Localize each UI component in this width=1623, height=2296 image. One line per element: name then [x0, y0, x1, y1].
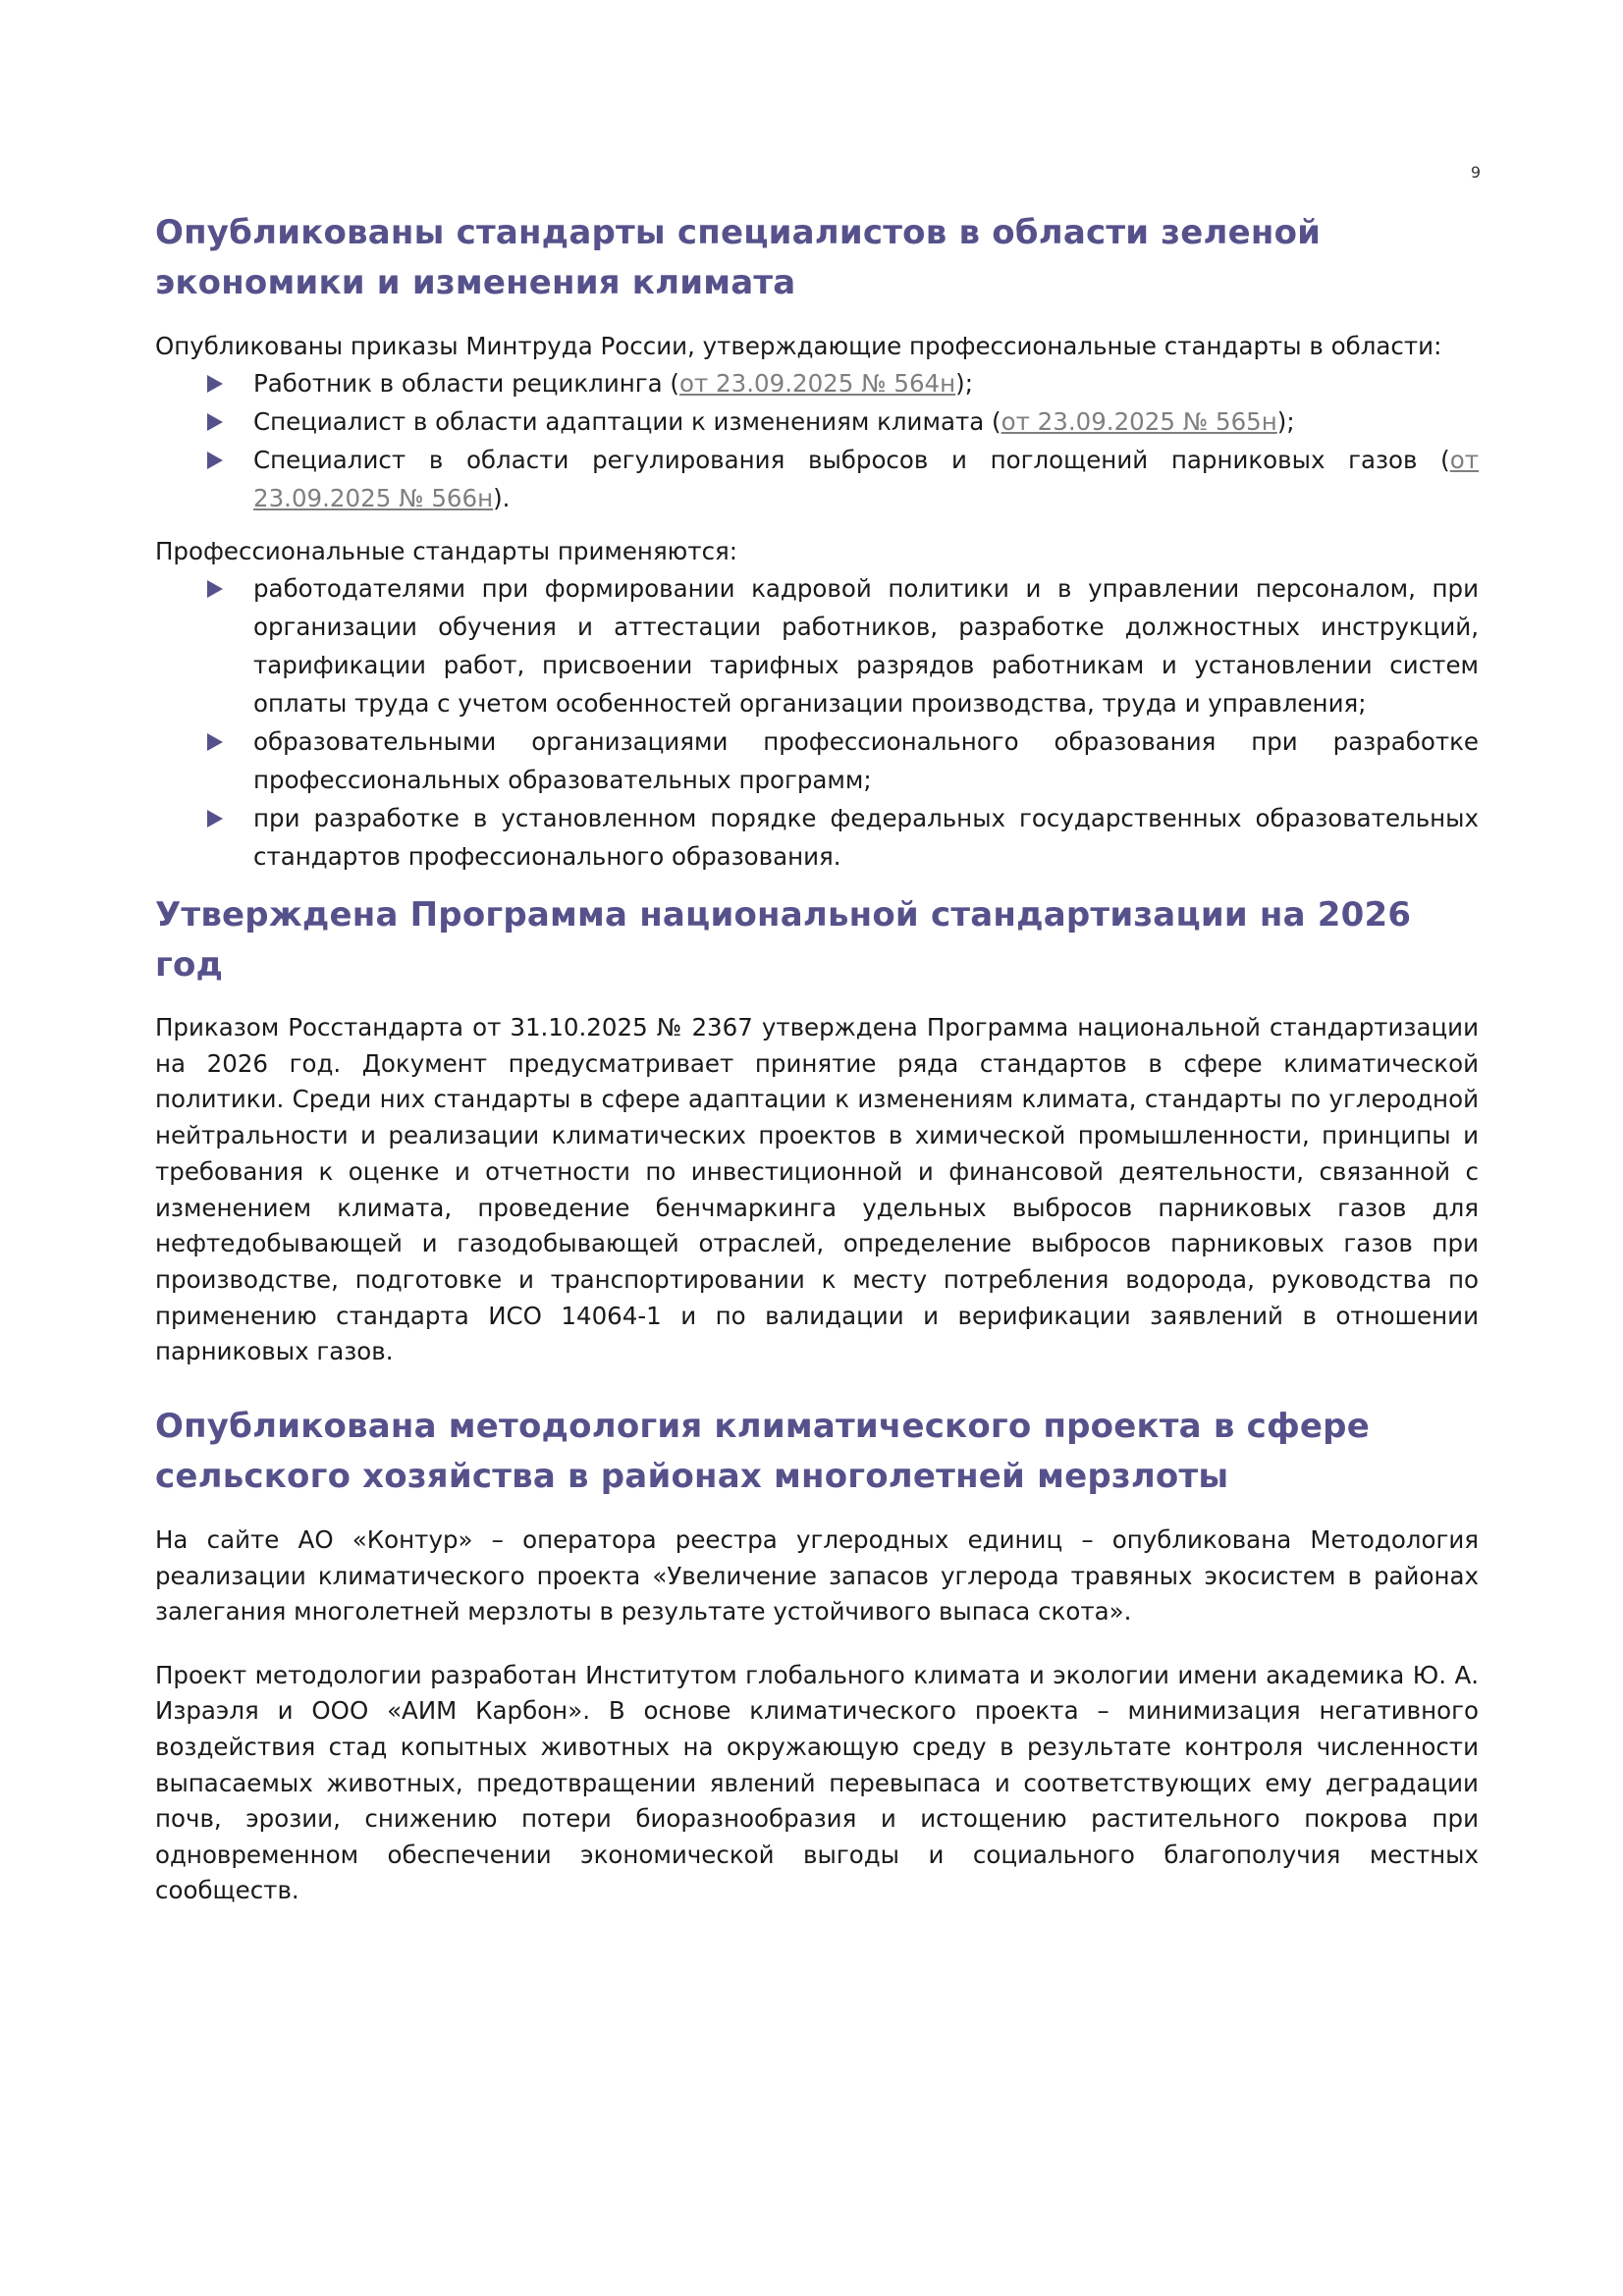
triangle-right-icon [207, 375, 223, 393]
section-title-permafrost-methodology: Опубликована методология климатического проекта в сфере сельского хозяйства в районах многолетней мерзлоты [155, 1407, 1370, 1497]
triangle-right-icon [207, 452, 223, 469]
list-item [253, 441, 1479, 517]
list-item-text: образовательными организациями профессионального образования при разработке профессиональных образовательных программ; [253, 727, 1479, 794]
list-item-tail: ). [493, 484, 511, 512]
order-link-566n[interactable]: от 23.09.2025 № 566н [253, 446, 1479, 512]
standards-list [155, 364, 1479, 517]
list-item-tail: ); [1276, 407, 1295, 436]
list-item [253, 799, 1479, 876]
list-item-text: Работник в области рециклинга ( [253, 369, 679, 398]
order-link-565n[interactable]: от 23.09.2025 № 565н [1001, 407, 1277, 436]
list-item [253, 569, 1479, 722]
page-number: 9 [1470, 163, 1481, 182]
section-paragraph: Приказом Росстандарта от 31.10.2025 № 2367 утверждена Программа национальной стандартизации на 2026 год. Документ предусматривает принятие ряда стандартов в сфере климатической политики. Среди них стандарты в сфере адаптации к изменениям климата, стандарты по углеродной нейтральности и реализации климатических проектов в химической промышленности, принципы и требования к оценке и отчетности по инвестиционной и финансовой деятельности, связанной с изменением климата, проведение бенчмаркинга удельных выбросов парниковых газов для нефтедобывающей и газодобывающей отраслей, определение выбросов парниковых газов при производстве, подготовке и транспортировании к месту потребления водорода, руководства по применению стандарта ИСО 14064-1 и по валидации и верификации заявлений в отношении парниковых газов. [155, 1013, 1479, 1366]
list-item-text: работодателями при формировании кадровой политики и в управлении персоналом, при организации обучения и аттестации работников, разработке должностных инструкций, тарификации работ, присвоении тарифных разрядов работникам и установлении систем оплаты труда с учетом особенностей организации производства, труда и управления; [253, 574, 1479, 718]
order-link-564n[interactable]: от 23.09.2025 № 564н [679, 369, 956, 398]
triangle-right-icon [207, 413, 223, 431]
section-paragraph: Проект методологии разработан Институтом глобального климата и экологии имени академика Ю. А. Израэля и ООО «АИМ Карбон». В основе климатического проекта – минимизация негативного воздействия стад копытных животных на окружающую среду в результате контроля численности выпасаемых животных, предотвращении явлений перевыпаса и соответствующих ему деградации почв, эрозии, снижению потери биоразнообразия и истощению растительного покрова при одновременном обеспечении экономической выгоды и социального благополучия местных сообществ. [155, 1660, 1479, 1905]
list-item-text: Специалист в области регулирования выбросов и поглощений парниковых газов ( [253, 446, 1450, 474]
list-item [253, 402, 1479, 441]
applications-list [155, 569, 1479, 876]
triangle-right-icon [207, 580, 223, 598]
triangle-right-icon [207, 733, 223, 751]
list-item-text: при разработке в установленном порядке федеральных государственных образовательных стандартов профессионального образования. [253, 804, 1479, 871]
section-intro: Опубликованы приказы Минтруда России, утверждающие профессиональные стандарты в области: [155, 332, 1442, 360]
triangle-right-icon [207, 810, 223, 828]
list-item [253, 364, 1479, 402]
list-item [253, 722, 1479, 799]
section-title-green-economy-standards: Опубликованы стандарты специалистов в области зеленой экономики и изменения климата [155, 213, 1322, 302]
section-title-standardization-program: Утверждена Программа национальной стандартизации на 2026 год [155, 895, 1412, 985]
section-paragraph: На сайте АО «Контур» – оператора реестра углеродных единиц – опубликована Методология реализации климатического проекта «Увеличение запасов углерода травяных экосистем в районах залегания многолетней мерзлоты в результате устойчивого выпаса скота». [155, 1525, 1479, 1627]
list-item-tail: ); [955, 369, 973, 398]
applications-intro: Профессиональные стандарты применяются: [155, 537, 738, 565]
list-item-text: Специалист в области адаптации к изменениям климата ( [253, 407, 1001, 436]
document-body [155, 208, 1479, 1909]
